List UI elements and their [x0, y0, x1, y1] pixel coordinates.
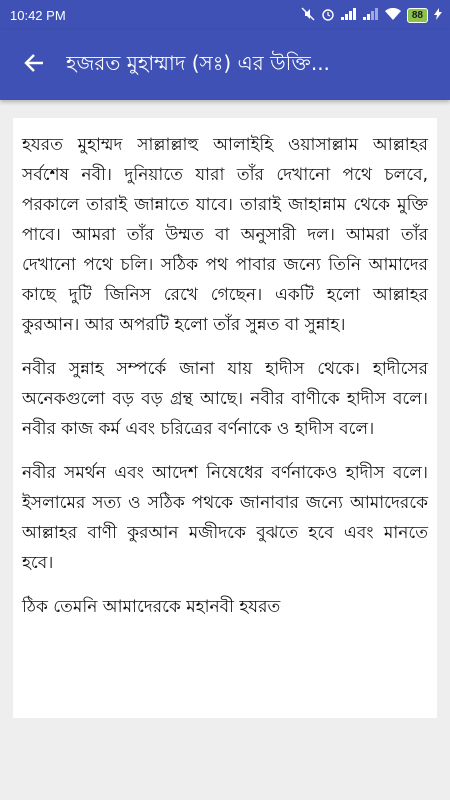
article-paragraph: নবীর সুন্নাহ সম্পর্কে জানা যায় হাদীস থেকে। হাদীসের অনেকগুলো বড় বড় গ্রন্থ আছে। নবীর বাণীকে হাদীস বলে। নবীর কাজ কর্ম এবং চরিত্রের বর্ণনাকে ও হাদীস বলে।	[22, 359, 428, 439]
mute-icon	[301, 7, 315, 23]
alarm-icon	[321, 7, 335, 23]
back-button[interactable]	[6, 30, 62, 100]
battery-indicator: 88	[407, 8, 428, 23]
charging-icon	[434, 8, 442, 22]
page-title: হজরত মুহাম্মাদ (সঃ) এর উক্তি...	[66, 50, 330, 75]
arrow-left-icon	[23, 52, 45, 78]
status-time: 10:42 PM	[10, 7, 66, 23]
status-bar	[0, 0, 450, 30]
article-paragraph: হযরত মুহাম্মদ সাল্লাল্লাহু আলাইহি ওয়াসাল্লাম আল্লাহর সর্বশেষ নবী। দুনিয়াতে যারা তাঁর দেখানো পথে চলবে, পরকালে তারাই জান্নাতে যাবে। তারাই জাহান্নাম থেকে মুক্তি পাবে। আমরা তাঁর উম্মত বা অনুসারী দল। আমরা তাঁর দেখানো পথে চলি। সঠিক পথ পাবার জন্যে তিনি আমাদের কাছে দুটি জিনিস রেখে গেছেন। একটি হলো আল্লাহর কুরআন। আর অপরটি হলো তাঁর সুন্নত বা সুন্নাহ।	[22, 135, 428, 335]
status-icons	[301, 7, 442, 23]
wifi-icon	[385, 8, 401, 22]
article-paragraph: নবীর সমর্থন এবং আদেশ নিষেধের বর্ণনাকেও হাদীস বলে। ইসলামের সত্য ও সঠিক পথকে জানাবার জন্যে আমাদেরকে আল্লাহর বাণী কুরআন মজীদকে বুঝতে হবে এবং মানতে হবে।	[22, 463, 428, 573]
article-paragraph: ঠিক তেমনি আমাদেরকে মহানবী হযরত	[22, 597, 281, 617]
signal-icon-2	[363, 8, 379, 22]
signal-icon	[341, 8, 357, 22]
article-card[interactable]	[13, 118, 437, 718]
app-bar	[0, 30, 450, 100]
